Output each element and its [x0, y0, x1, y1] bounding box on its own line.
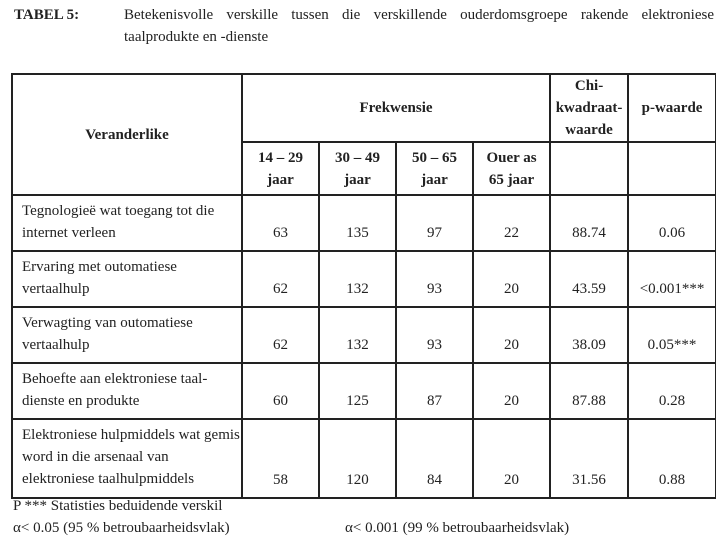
variable-cell: Behoefte aan elektroniese taal-dienste en produkte — [12, 363, 242, 419]
p-value-cell: <0.001*** — [628, 251, 716, 307]
header-age-65-plus: Ouer as 65 jaar — [473, 142, 550, 195]
frequency-cell: 20 — [473, 251, 550, 307]
table-row — [12, 251, 716, 307]
chi-square-cell: 31.56 — [550, 419, 628, 498]
variable-cell: Elektroniese hulpmiddels wat gemis word in die arsenaal van elektroniese taalhulpmiddels — [12, 419, 242, 498]
header-empty — [550, 142, 628, 195]
p-value-cell: 0.88 — [628, 419, 716, 498]
p-value-cell: 0.06 — [628, 195, 716, 251]
header-age-14-29: 14 – 29 jaar — [242, 142, 319, 195]
frequency-cell: 22 — [473, 195, 550, 251]
frequency-cell: 93 — [396, 251, 473, 307]
frequency-cell: 20 — [473, 307, 550, 363]
frequency-cell: 60 — [242, 363, 319, 419]
frequency-cell: 20 — [473, 419, 550, 498]
frequency-cell: 97 — [396, 195, 473, 251]
frequency-cell: 20 — [473, 363, 550, 419]
header-variable: Veranderlike — [12, 74, 242, 195]
results-table — [11, 73, 716, 499]
chi-square-cell: 43.59 — [550, 251, 628, 307]
frequency-cell: 125 — [319, 363, 396, 419]
frequency-cell: 120 — [319, 419, 396, 498]
caption-text: Betekenisvolle verskille tussen die verskillende ouderdomsgroepe rakende elektroniese taalprodukte en -dienste — [124, 7, 714, 45]
frequency-cell: 93 — [396, 307, 473, 363]
footer-alpha-95: α< 0.05 (95 % betroubaarheidsvlak) — [13, 520, 230, 536]
chi-square-cell: 88.74 — [550, 195, 628, 251]
table-row — [12, 195, 716, 251]
frequency-cell: 58 — [242, 419, 319, 498]
header-frequency: Frekwensie — [242, 74, 550, 142]
footer-alpha-99: α< 0.001 (99 % betroubaarheidsvlak) — [345, 520, 570, 536]
header-chi-square: Chi-kwadraat-waarde — [550, 74, 628, 142]
chi-square-cell: 38.09 — [550, 307, 628, 363]
table-row — [12, 419, 716, 498]
footer-note: P *** Statisties beduidende verskil — [13, 498, 223, 514]
variable-cell: Ervaring met outomatiese vertaalhulp — [12, 251, 242, 307]
header-age-30-49: 30 – 49 jaar — [319, 142, 396, 195]
header-p-value: p-waarde — [628, 74, 716, 142]
frequency-cell: 132 — [319, 251, 396, 307]
frequency-cell: 132 — [319, 307, 396, 363]
frequency-cell: 84 — [396, 419, 473, 498]
p-value-cell: 0.28 — [628, 363, 716, 419]
frequency-cell: 135 — [319, 195, 396, 251]
frequency-cell: 87 — [396, 363, 473, 419]
header-age-50-65: 50 – 65 jaar — [396, 142, 473, 195]
frequency-cell: 63 — [242, 195, 319, 251]
frequency-cell: 62 — [242, 251, 319, 307]
caption-label: TABEL 5: — [14, 7, 80, 23]
table-row — [12, 307, 716, 363]
variable-cell: Tegnologieë wat toegang tot die internet verleen — [12, 195, 242, 251]
table-row — [12, 363, 716, 419]
chi-square-cell: 87.88 — [550, 363, 628, 419]
header-empty — [628, 142, 716, 195]
p-value-cell: 0.05*** — [628, 307, 716, 363]
variable-cell: Verwagting van outomatiese vertaalhulp — [12, 307, 242, 363]
frequency-cell: 62 — [242, 307, 319, 363]
